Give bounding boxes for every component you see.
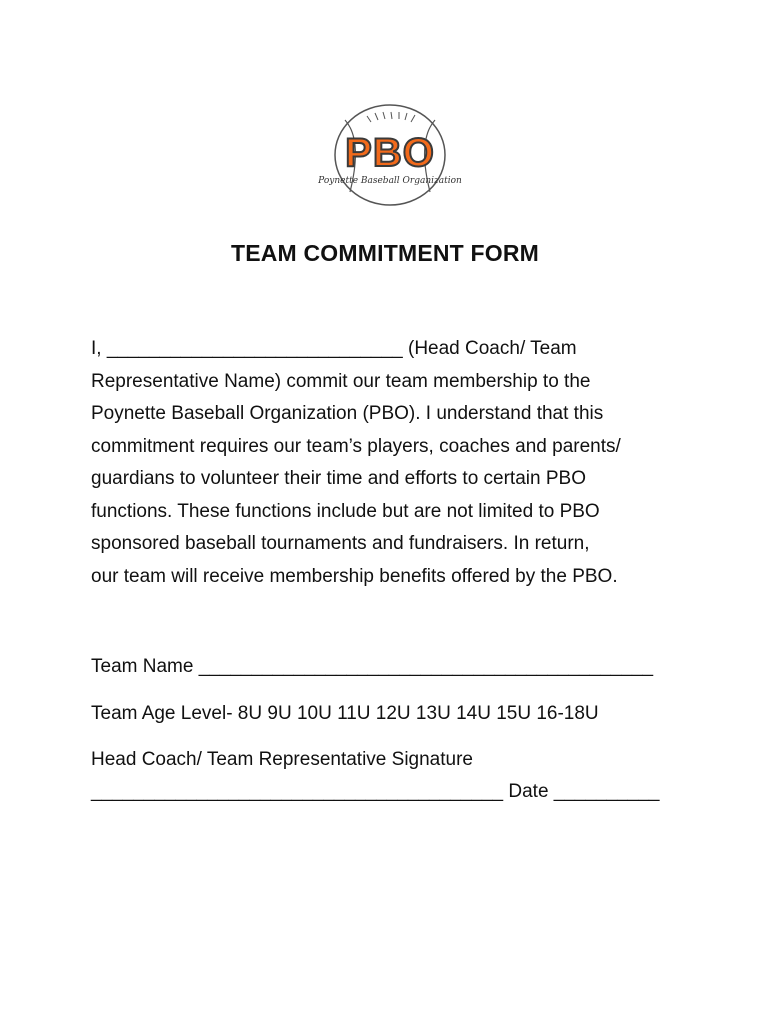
form-title: TEAM COMMITMENT FORM: [230, 240, 540, 266]
commitment-line-8: our team will receive membership benefits offered by the PBO.: [91, 565, 618, 587]
pbo-logo: [305, 100, 475, 210]
commitment-line-6: functions. These functions include but are not limited to PBO: [91, 500, 600, 522]
signature-date-field[interactable]: _______________________________________ Date __________: [91, 781, 660, 802]
commitment-paragraph: [91, 333, 691, 593]
commitment-line-5: guardians to volunteer their time and efforts to certain PBO: [91, 468, 586, 489]
commitment-line-2: Representative Name) commit our team membership to the: [91, 370, 591, 392]
commitment-line-4: commitment requires our team’s players, coaches and parents/: [91, 435, 621, 457]
team-name-field[interactable]: Team Name ___________________________________________: [91, 656, 654, 677]
commitment-line-7: sponsored baseball tournaments and fundraisers. In return,: [91, 533, 590, 554]
signature-label: Head Coach/ Team Representative Signature: [91, 749, 473, 770]
logo-text: PBO: [345, 131, 435, 175]
logo-subtitle: Poynette Baseball Organization: [318, 176, 462, 186]
commitment-line-3: Poynette Baseball Organization (PBO). I understand that this: [91, 403, 604, 424]
team-age-level: Team Age Level- 8U 9U 10U 11U 12U 13U 14U 15U 16-18U: [91, 703, 599, 724]
commitment-line-1: I, ____________________________ (Head Coach/ Team: [91, 338, 577, 359]
baseball-logo-graphic: [305, 100, 475, 210]
